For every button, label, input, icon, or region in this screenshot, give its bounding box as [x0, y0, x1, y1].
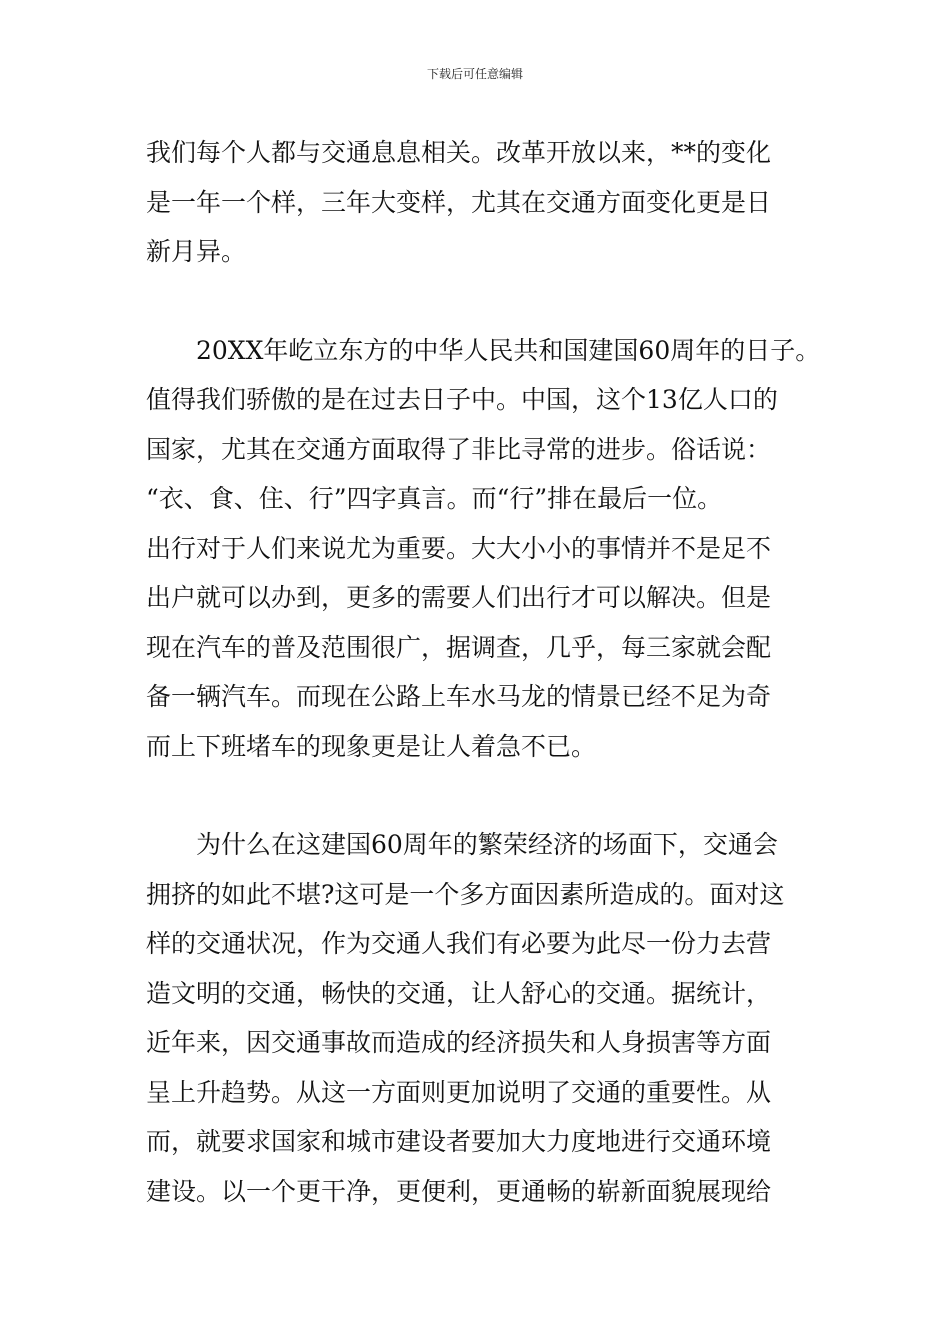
page-header-note: 下载后可任意编辑	[426, 67, 523, 81]
text-line: 近年来，因交通事故而造成的经济损失和人身损害等方面	[146, 1028, 772, 1057]
text-line: 我们每个人都与交通息息相关。改革开放以来，**的变化	[146, 138, 772, 167]
text-line: 出户就可以办到，更多的需要人们出行才可以解决。但是	[146, 583, 772, 612]
text-line: 拥挤的如此不堪?这可是一个多方面因素所造成的。面对这	[146, 879, 785, 909]
paragraph-3	[146, 820, 816, 1216]
text-line: 新月异。	[146, 237, 247, 266]
text-line: 样的交通状况，作为交通人我们有必要为此尽一份力去营	[146, 929, 772, 958]
text-line: 建设。以一个更干净，更便利，更通畅的崭新面貌展现给	[146, 1176, 772, 1206]
text-line: 造文明的交通，畅快的交通，让人舒心的交通。据统计，	[146, 978, 772, 1008]
paragraph-2	[146, 326, 821, 772]
text-line: 呈上升趋势。从这一方面则更加说明了交通的重要性。从	[146, 1077, 772, 1107]
text-line: 备一辆汽车。而现在公路上车水马龙的情景已经不足为奇	[146, 682, 772, 711]
text-line: 而，就要求国家和城市建设者要加大力度地进行交通环境	[146, 1127, 772, 1156]
text-line: 现在汽车的普及范围很广，据调查，几乎，每三家就会配	[146, 632, 772, 662]
text-line: 是一年一个样，三年大变样，尤其在交通方面变化更是日	[146, 187, 772, 217]
text-line: “衣、食、住、行”四字真言。而“行”排在最后一位。	[146, 484, 723, 513]
text-line: 出行对于人们来说尤为重要。大大小小的事情并不是足不	[146, 533, 772, 563]
text-line: 国家，尤其在交通方面取得了非比寻常的进步。俗话说：	[146, 434, 772, 464]
text-line: 而上下班堵车的现象更是让人着急不已。	[146, 731, 597, 761]
text-line: 值得我们骄傲的是在过去日子中。中国，这个13亿人口的	[146, 385, 778, 414]
text-line: 20XX年屹立东方的中华人民共和国建国60周年的日子。	[196, 335, 821, 365]
document-body	[146, 128, 821, 1265]
text-line: 为什么在这建国60周年的繁荣经济的场面下，交通会	[196, 830, 778, 859]
paragraph-1	[146, 128, 816, 277]
